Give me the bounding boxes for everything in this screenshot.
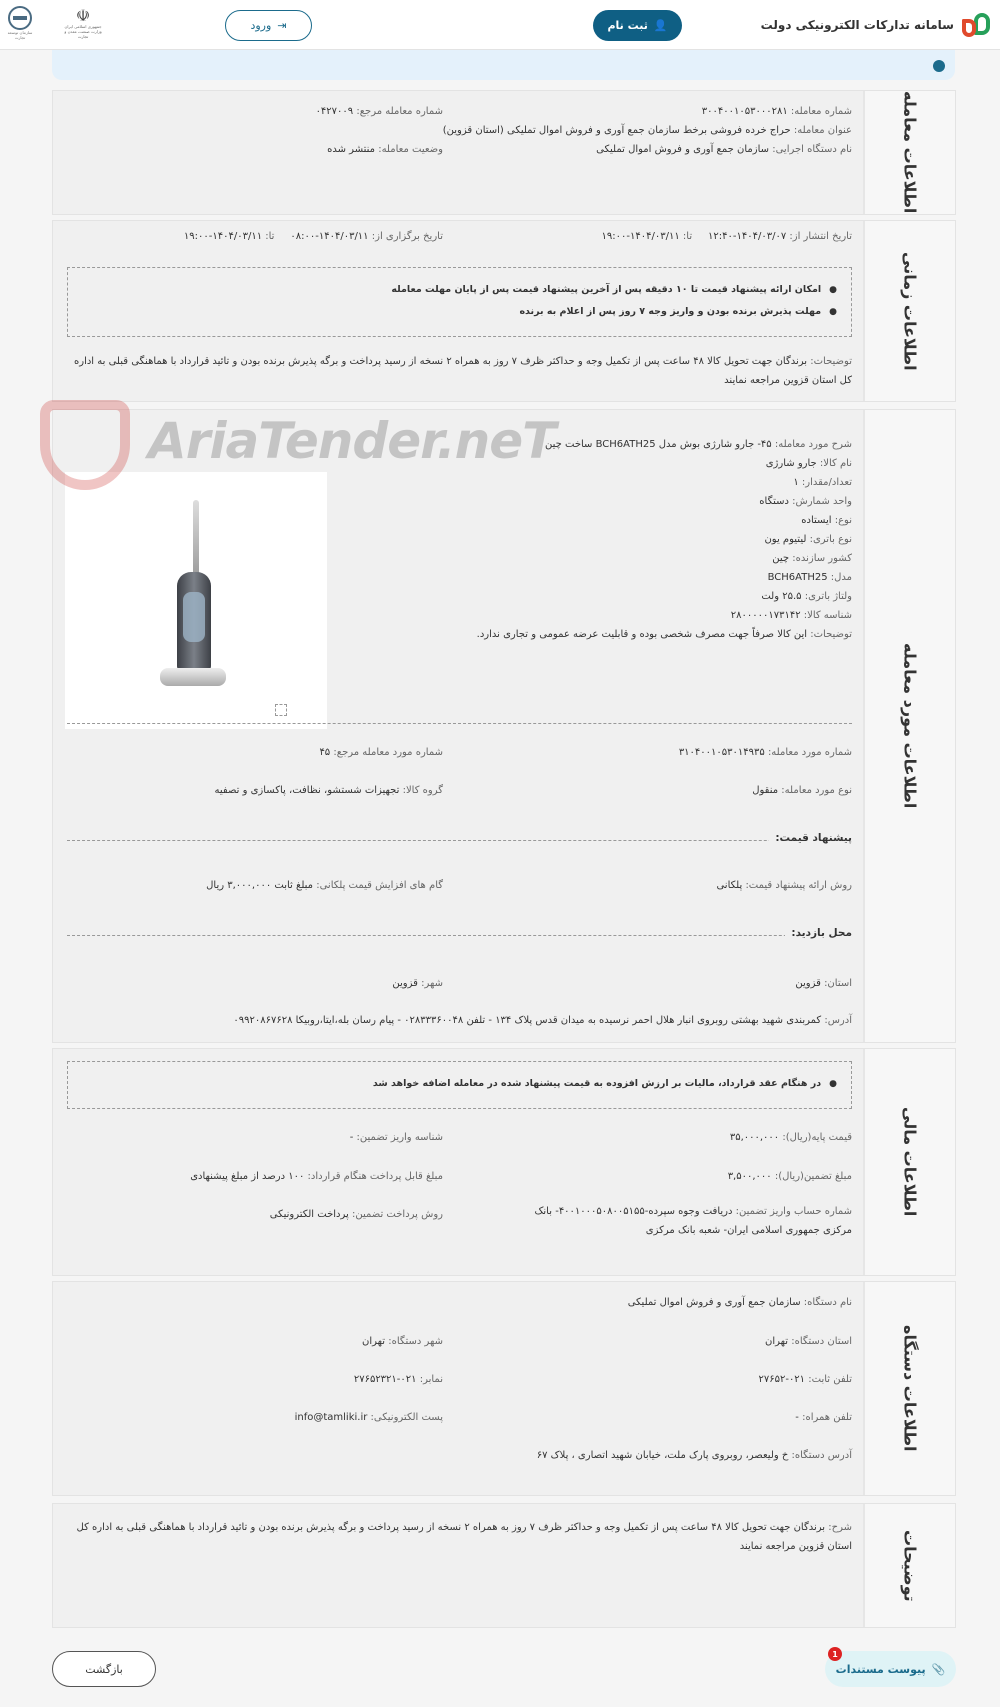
attachments-count-badge: 1 xyxy=(828,1647,842,1661)
section-heading: اطلاعات معامله xyxy=(863,91,955,214)
guarantee-pay-method: روش پرداخت تضمین: پرداخت الکترونیکی xyxy=(269,1209,443,1220)
time-notes: توضیحات: برندگان جهت تحویل کالا ۴۸ ساعت پس از تکمیل وجه و حداکثر ظرف ۷ روز به همراه ۲ نسخه از رسید پرداخت و برگه پذیرش برنده بودن و تائید قرارداد با هماهنگی قبلی به اداره کل استان قزوین مراجعه نمایند xyxy=(74,356,852,386)
goods-id: شناسه کالا: ۲۸۰۰۰۰۰۱۷۳۱۴۲ xyxy=(730,610,852,621)
battery-type: نوع باتری: لیتیوم یون xyxy=(764,534,852,545)
product-image[interactable] xyxy=(65,472,327,729)
register-button[interactable]: 👤 ثبت نام xyxy=(593,10,682,41)
site-title: سامانه تدارکات الکترونیکی دولت xyxy=(760,18,954,32)
add-user-icon: 👤 xyxy=(653,19,668,32)
description-section xyxy=(52,1503,956,1628)
attachments-button[interactable]: 📎 پیوست مستندات 1 xyxy=(825,1651,956,1687)
item-info-section xyxy=(52,409,956,1043)
publish-date: تاریخ انتشار از: ۱۴۰۴/۰۳/۰۷-۱۲:۴۰ تا: ۱۴۰۴/۰۳/۱۱-۱۹:۰۰ xyxy=(601,231,852,242)
brand[interactable] xyxy=(761,11,990,39)
goods-group: گروه کالا: تجهیزات شستشو، نظافت، پاکسازی و تصفیه xyxy=(214,785,443,796)
agency-info-section xyxy=(52,1281,956,1496)
base-price: قیمت پایه(ریال): ۳۵,۰۰۰,۰۰۰ xyxy=(729,1132,852,1143)
rule-item: ● مهلت پذیرش برنده بودن و واریز وجه ۷ روز پس از اعلام به برنده xyxy=(519,306,837,317)
price-offer-title: پیشنهاد قیمت: xyxy=(769,832,852,844)
unit: واحد شمارش: دستگاه xyxy=(759,496,852,507)
price-steps: گام های افزایش قیمت پلکانی: مبلغ ثابت ۳,۰۰۰,۰۰۰ ریال xyxy=(206,880,443,891)
description-text: شرح: برندگان جهت تحویل کالا ۴۸ ساعت پس از تکمیل وجه و حداکثر ظرف ۷ روز به همراه ۲ نسخه از رسید پرداخت و برگه پذیرش برنده بودن و تائید قرارداد با هماهنگی قبلی به اداره کل استان قزوین مراجعه نمایند xyxy=(76,1522,852,1552)
setad-logo-icon xyxy=(962,11,990,39)
finance-info-section xyxy=(52,1048,956,1276)
section-heading: اطلاعات زمانی xyxy=(863,221,955,401)
item-description: شرح مورد معامله: ۴۵- جارو شارژی بوش مدل BCH6ATH25 ساخت چین xyxy=(545,439,852,450)
deal-subject: عنوان معامله: حراج خرده فروشی برخط سازمان جمع آوری و فروش اموال تملیکی (استان قزوین) xyxy=(442,125,852,136)
top-header xyxy=(0,0,1000,50)
expand-icon[interactable] xyxy=(275,704,287,716)
organization-logo-icon: سازمان توسعه تجارت xyxy=(5,6,35,42)
guarantee-amount: مبلغ تضمین(ریال): ۳,۵۰۰,۰۰۰ xyxy=(727,1171,852,1182)
executive-agency: نام دستگاه اجرایی: سازمان جمع آوری و فروش اموال تملیکی xyxy=(596,144,852,155)
deal-number: شماره معامله: ۳۰۰۴۰۰۱۰۵۳۰۰۰۲۸۱ xyxy=(701,106,852,117)
paperclip-icon: 📎 xyxy=(931,1662,946,1676)
agency-phone: تلفن ثابت: ۰۲۱-۲۷۶۵۲ xyxy=(758,1374,852,1385)
deal-status: وضعیت معامله: منتشر شده xyxy=(327,144,443,155)
login-button[interactable]: ⇥ ورود xyxy=(225,10,312,41)
agency-city: شهر دستگاه: تهران xyxy=(362,1336,443,1347)
offer-method: روش ارائه پیشنهاد قیمت: پلکانی xyxy=(716,880,852,891)
deal-ref-number: شماره معامله مرجع: ۰۴۲۷۰۰۹ xyxy=(315,106,443,117)
visit-city: شهر: قزوین xyxy=(392,978,443,989)
divider xyxy=(67,723,852,724)
agency-province: استان دستگاه: تهران xyxy=(764,1336,852,1347)
goods-name: نام کالا: جارو شارژی xyxy=(765,458,852,469)
divider xyxy=(67,840,852,841)
model: مدل: BCH6ATH25 xyxy=(767,572,852,583)
info-icon xyxy=(933,60,945,72)
section-heading: اطلاعات مالی xyxy=(863,1049,955,1275)
item-ref-number: شماره مورد معامله مرجع: ۴۵ xyxy=(319,747,443,758)
item-notes: توضیحات: این کالا صرفاً جهت مصرف شخصی بوده و قابلیت عرضه عمومی و تجاری ندارد. xyxy=(476,629,852,640)
agency-email: پست الکترونیکی: info@tamliki.ir xyxy=(294,1412,443,1423)
section-heading: اطلاعات مورد معامله xyxy=(863,410,955,1042)
government-emblem-icon: ☫ جمهوری اسلامی ایران وزارت صنعت، معدن و تجارت xyxy=(64,6,102,39)
visit-province: استان: قزوین xyxy=(795,978,852,989)
item-number: شماره مورد معامله: ۳۱۰۴۰۰۱۰۵۳۰۱۴۹۳۵ xyxy=(678,747,852,758)
type: نوع: ایستاده xyxy=(801,515,852,526)
vat-notice-box xyxy=(67,1061,852,1109)
country: کشور سازنده: چین xyxy=(772,553,852,564)
agency-address: آدرس دستگاه: خ ولیعصر، روبروی پارک ملت، خیابان شهید اتصاری ، پلاک ۶۷ xyxy=(536,1450,852,1461)
deal-info-section xyxy=(52,90,956,215)
payable-amount: مبلغ قابل پرداخت هنگام قرارداد: ۱۰۰ درصد از مبلغ پیشنهادی xyxy=(190,1171,443,1182)
visit-address: آدرس: کمربندی شهید بهشتی روبروی انبار هلال احمر نرسیده به میدان قدس پلاک ۱۳۴ - تلفن ۰۲۸۳۳۳۶۰۰۴۸ - پیام رسان بله،ایتا،روبیکا ۰۹۹۲۰۸۶۷۶۲۸ xyxy=(233,1015,852,1026)
rule-item: ● امکان ارائه پیشنهاد قیمت تا ۱۰ دقیقه پس از آخرین پیشنهاد قیمت پس از پایان مهلت معامله xyxy=(391,284,837,295)
back-button[interactable]: بازگشت xyxy=(52,1651,156,1687)
battery-voltage: ولتاژ باتری: ۲۵.۵ ولت xyxy=(761,591,852,602)
agency-fax: نمابر: ۰۲۱-۲۷۶۵۲۳۲۱ xyxy=(353,1374,443,1385)
time-rules-box xyxy=(67,267,852,337)
login-icon: ⇥ xyxy=(277,19,287,32)
divider xyxy=(67,935,852,936)
visit-location-title: محل بازدید: xyxy=(785,927,852,939)
item-type: نوع مورد معامله: منقول xyxy=(752,785,852,796)
section-heading: توضیحات xyxy=(863,1504,955,1627)
hold-date: تاریخ برگزاری از: ۱۴۰۴/۰۳/۱۱-۰۸:۰۰ تا: ۱۴۰۴/۰۳/۱۱-۱۹:۰۰ xyxy=(183,231,443,242)
vat-notice: ● در هنگام عقد قرارداد، مالیات بر ارزش افزوده به قیمت پیشنهاد شده در معامله اضافه خواهد شد xyxy=(373,1078,837,1089)
agency-name: نام دستگاه: سازمان جمع آوری و فروش اموال تملیکی xyxy=(627,1297,852,1308)
time-info-section xyxy=(52,220,956,402)
guarantee-account: شماره حساب واریز تضمین: دریافت وجوه سپرده-۴۰۰۱۰۰۰۵۰۸۰۰۵۱۵۵- بانک مرکزی جمهوری اسلامی ایران- شعبه بانک مرکزی xyxy=(534,1206,852,1236)
quantity: تعداد/مقدار: ۱ xyxy=(793,477,852,488)
agency-mobile: تلفن همراه: - xyxy=(795,1412,852,1423)
guarantee-deposit-id: شناسه واریز تضمین: - xyxy=(349,1132,443,1143)
watermark: AriaTender.neT xyxy=(40,400,520,490)
section-heading: اطلاعات دستگاه xyxy=(863,1282,955,1495)
notice-bar xyxy=(52,50,955,80)
